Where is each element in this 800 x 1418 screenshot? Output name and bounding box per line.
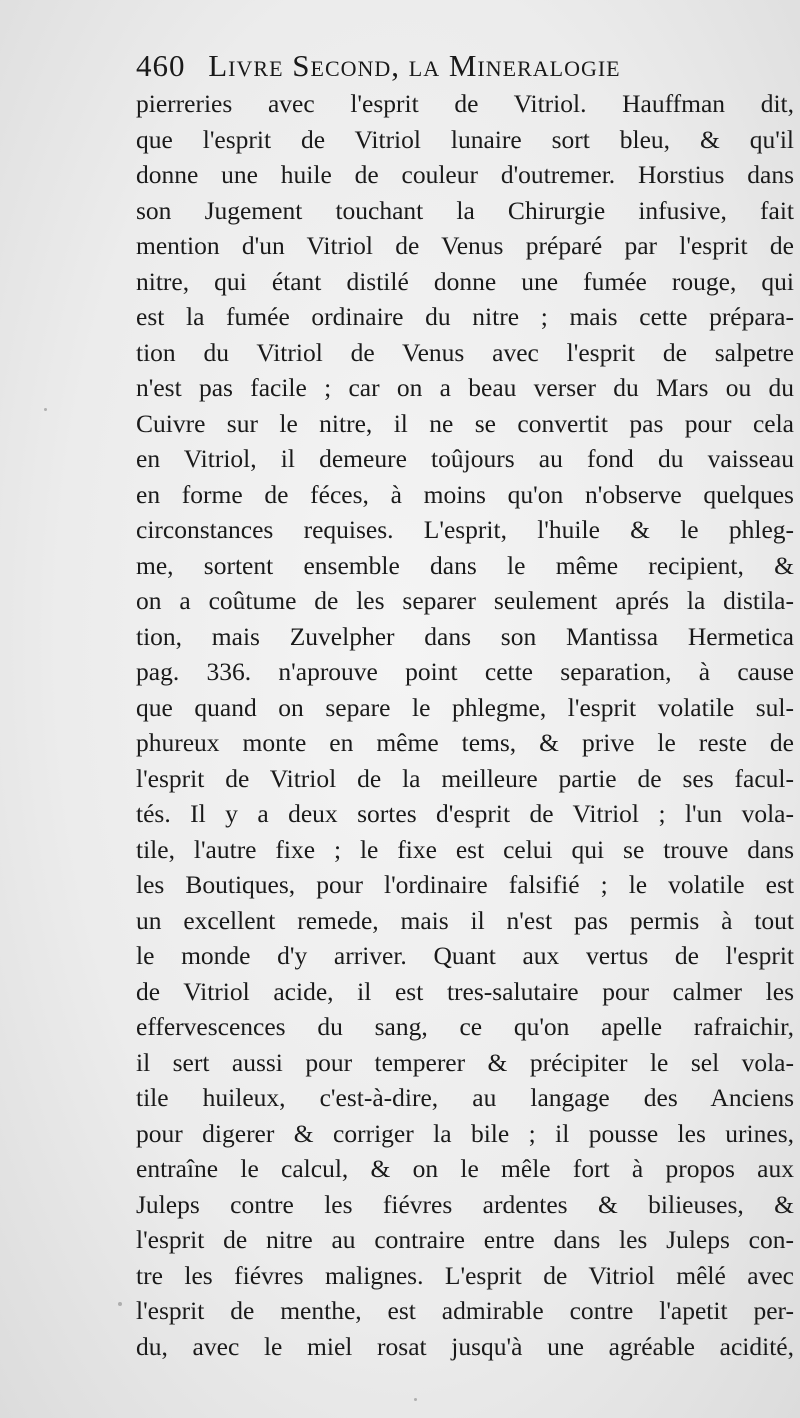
paper-speck: [118, 1302, 122, 1306]
text-line: que quand on separe le phlegme, l'esprit volatile sul-: [136, 692, 794, 722]
page-header: [136, 44, 776, 88]
paper-speck: [414, 1398, 417, 1401]
text-line: un excellent remede, mais il n'est pas permis à tout: [136, 905, 794, 935]
text-line: tion du Vitriol de Venus avec l'esprit de salpetre: [136, 337, 794, 367]
text-line: phureux monte en même tems, & prive le reste de: [136, 728, 794, 757]
text-line: on a coûtume de les separer seulement aprés la distila-: [136, 586, 794, 615]
text-line: les Boutiques, pour l'ordinaire falsifié ; le volatile est: [136, 870, 794, 899]
text-line: effervescences du sang, ce qu'on apelle rafraichir,: [136, 1012, 794, 1041]
text-line: tion, mais Zuvelpher dans son Mantissa Hermetica: [136, 621, 794, 651]
text-line: nitre, qui étant distilé donne une fumée rouge, qui: [136, 266, 794, 296]
text-line: entraîne le calcul, & on le mêle fort à propos aux: [136, 1154, 794, 1183]
text-line: le monde d'y arriver. Quant aux vertus de l'esprit: [136, 941, 794, 970]
text-line: mention d'un Vitriol de Venus préparé par l'esprit de: [136, 231, 794, 260]
text-line: pour digerer & corriger la bile ; il pousse les urines,: [136, 1118, 794, 1148]
text-line: pierreries avec l'esprit de Vitriol. Hauffman dit,: [136, 89, 794, 118]
text-line: pag. 336. n'aprouve point cette separation, à cause: [136, 657, 794, 686]
text-line: tés. Il y a deux sortes d'esprit de Vitriol ; l'un vola-: [136, 799, 794, 828]
paper-speck: [44, 408, 47, 411]
text-line: en Vitriol, il demeure toûjours au fond du vaisseau: [136, 444, 794, 473]
text-line: tile, l'autre fixe ; le fixe est celui qui se trouve dans: [136, 834, 794, 864]
text-line: que l'esprit de Vitriol lunaire sort bleu, & qu'il: [136, 124, 794, 154]
running-title: Livre Second, la Mineralogie: [208, 48, 621, 83]
body-text: [136, 86, 794, 1364]
text-line: me, sortent ensemble dans le même recipient, &: [136, 550, 794, 580]
text-line: n'est pas facile ; car on a beau verser du Mars ou du: [136, 373, 794, 402]
text-line: de Vitriol acide, il est tres-salutaire pour calmer les: [136, 976, 794, 1006]
text-line: l'esprit de Vitriol de la meilleure partie de ses facul-: [136, 763, 794, 793]
text-line: circonstances requises. L'esprit, l'huile & le phleg-: [136, 515, 794, 544]
text-line: est la fumée ordinaire du nitre ; mais cette prépara-: [136, 302, 794, 331]
page-number: 460: [136, 48, 186, 83]
text-line: Cuivre sur le nitre, il ne se convertit pas pour cela: [136, 408, 794, 438]
text-line: tre les fiévres malignes. L'esprit de Vitriol mêlé avec: [136, 1260, 794, 1290]
text-line: du, avec le miel rosat jusqu'à une agréable acidité,: [136, 1331, 794, 1361]
text-line: son Jugement touchant la Chirurgie infusive, fait: [136, 195, 794, 225]
text-line: l'esprit de menthe, est admirable contre l'apetit per-: [136, 1296, 794, 1325]
text-line: l'esprit de nitre au contraire entre dans les Juleps con-: [136, 1225, 794, 1254]
text-line: Juleps contre les fiévres ardentes & bilieuses, &: [136, 1189, 794, 1219]
text-line: en forme de féces, à moins qu'on n'observe quelques: [136, 479, 794, 509]
text-line: donne une huile de couleur d'outremer. Horstius dans: [136, 160, 794, 189]
text-line: tile huileux, c'est-à-dire, au langage des Anciens: [136, 1083, 794, 1112]
text-line: il sert aussi pour temperer & précipiter le sel vola-: [136, 1047, 794, 1077]
